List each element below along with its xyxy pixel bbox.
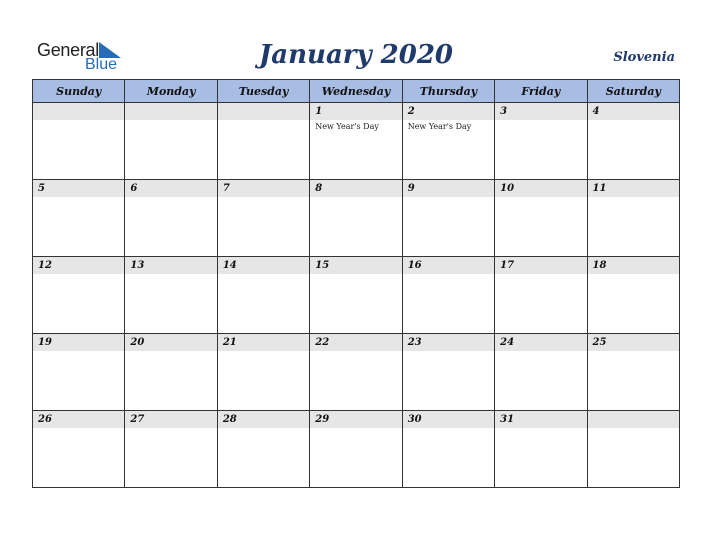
holiday-label xyxy=(125,351,216,353)
day-number: 27 xyxy=(125,411,216,428)
holiday-label xyxy=(403,428,494,430)
day-number: 25 xyxy=(588,334,679,351)
holiday-label xyxy=(495,274,586,276)
day-cell xyxy=(587,334,679,411)
day-number: 12 xyxy=(33,257,124,274)
holiday-label xyxy=(588,351,679,353)
holiday-label xyxy=(125,197,216,199)
holiday-label xyxy=(310,274,401,276)
day-cell xyxy=(587,180,679,257)
day-number: 10 xyxy=(495,180,586,197)
holiday-label xyxy=(33,197,124,199)
day-number: 15 xyxy=(310,257,401,274)
day-cell xyxy=(587,103,679,180)
holiday-label xyxy=(495,197,586,199)
weekday-tuesday: Tuesday xyxy=(217,80,309,103)
day-cell xyxy=(310,103,402,180)
day-cell xyxy=(402,257,494,334)
day-cell xyxy=(125,257,217,334)
holiday-label xyxy=(588,428,679,430)
week-row xyxy=(33,103,680,180)
day-cell xyxy=(310,411,402,488)
holiday-label xyxy=(125,428,216,430)
day-number: 11 xyxy=(588,180,679,197)
week-row xyxy=(33,411,680,488)
day-cell xyxy=(310,180,402,257)
day-number: 5 xyxy=(33,180,124,197)
day-cell xyxy=(495,411,587,488)
holiday-label: New Year's Day xyxy=(315,122,379,131)
day-cell xyxy=(217,334,309,411)
day-number: 30 xyxy=(403,411,494,428)
day-cell xyxy=(587,411,679,488)
weekday-thursday: Thursday xyxy=(402,80,494,103)
weekday-friday: Friday xyxy=(495,80,587,103)
day-cell xyxy=(33,103,125,180)
holiday-label xyxy=(495,428,586,430)
holiday-label xyxy=(33,274,124,276)
day-number: 4 xyxy=(588,103,679,120)
holiday-label xyxy=(218,274,309,276)
holiday-label xyxy=(33,428,124,430)
day-cell xyxy=(125,411,217,488)
holiday-label xyxy=(218,428,309,430)
day-cell xyxy=(495,334,587,411)
day-number: 2 xyxy=(403,103,494,120)
holiday-label xyxy=(403,351,494,353)
holiday-label xyxy=(495,120,586,122)
day-number: 9 xyxy=(403,180,494,197)
weekday-wednesday: Wednesday xyxy=(310,80,402,103)
day-cell xyxy=(125,180,217,257)
day-number xyxy=(33,103,124,120)
day-cell xyxy=(402,334,494,411)
day-number xyxy=(125,103,216,120)
day-number: 16 xyxy=(403,257,494,274)
day-cell xyxy=(217,180,309,257)
holiday-label xyxy=(218,351,309,353)
week-row xyxy=(33,257,680,334)
day-cell xyxy=(402,180,494,257)
holiday-label xyxy=(403,274,494,276)
holiday-label xyxy=(125,120,216,122)
day-number: 19 xyxy=(33,334,124,351)
weekday-saturday: Saturday xyxy=(587,80,679,103)
day-number: 13 xyxy=(125,257,216,274)
holiday-label: New Year's Day xyxy=(407,122,472,131)
holiday-label xyxy=(218,197,309,199)
day-number: 3 xyxy=(495,103,586,120)
holiday-label xyxy=(33,351,124,353)
holiday-label xyxy=(310,351,401,353)
day-number xyxy=(588,411,679,428)
weekday-sunday: Sunday xyxy=(33,80,125,103)
day-number: 26 xyxy=(33,411,124,428)
day-cell xyxy=(125,334,217,411)
logo-blue-text: Blue xyxy=(85,56,118,73)
day-number: 1 xyxy=(310,103,401,120)
day-number: 21 xyxy=(218,334,309,351)
day-number: 28 xyxy=(218,411,309,428)
calendar-body xyxy=(33,103,680,488)
holiday-label xyxy=(310,197,401,199)
day-cell xyxy=(402,103,494,180)
day-cell xyxy=(495,257,587,334)
day-number: 20 xyxy=(125,334,216,351)
holiday-label xyxy=(218,120,309,122)
holiday-label xyxy=(125,274,216,276)
day-number: 18 xyxy=(588,257,679,274)
day-cell xyxy=(402,411,494,488)
day-cell xyxy=(587,257,679,334)
day-number: 24 xyxy=(495,334,586,351)
holiday-label xyxy=(588,274,679,276)
day-cell xyxy=(33,334,125,411)
week-row xyxy=(33,334,680,411)
holiday-label xyxy=(588,197,679,199)
day-number: 14 xyxy=(218,257,309,274)
day-cell xyxy=(125,103,217,180)
day-cell xyxy=(217,257,309,334)
country-label: Slovenia xyxy=(613,50,675,65)
weekday-monday: Monday xyxy=(125,80,217,103)
day-cell xyxy=(310,257,402,334)
day-cell xyxy=(217,411,309,488)
day-cell xyxy=(310,334,402,411)
day-cell xyxy=(33,411,125,488)
day-number: 17 xyxy=(495,257,586,274)
holiday-label xyxy=(495,351,586,353)
holiday-label xyxy=(33,120,124,122)
week-row xyxy=(33,180,680,257)
day-number: 8 xyxy=(310,180,401,197)
calendar-grid xyxy=(32,79,680,488)
holiday-label xyxy=(588,120,679,122)
logo-general-text: General xyxy=(37,40,99,60)
day-number: 22 xyxy=(310,334,401,351)
day-number: 23 xyxy=(403,334,494,351)
page-title: January 2020 xyxy=(258,40,454,70)
day-cell xyxy=(33,257,125,334)
holiday-label xyxy=(403,197,494,199)
day-cell xyxy=(495,103,587,180)
weekday-header-row xyxy=(33,80,680,103)
day-number: 7 xyxy=(218,180,309,197)
day-number: 6 xyxy=(125,180,216,197)
day-number: 31 xyxy=(495,411,586,428)
holiday-label xyxy=(310,428,401,430)
day-number xyxy=(218,103,309,120)
day-cell xyxy=(33,180,125,257)
day-cell xyxy=(217,103,309,180)
day-number: 29 xyxy=(310,411,401,428)
day-cell xyxy=(495,180,587,257)
